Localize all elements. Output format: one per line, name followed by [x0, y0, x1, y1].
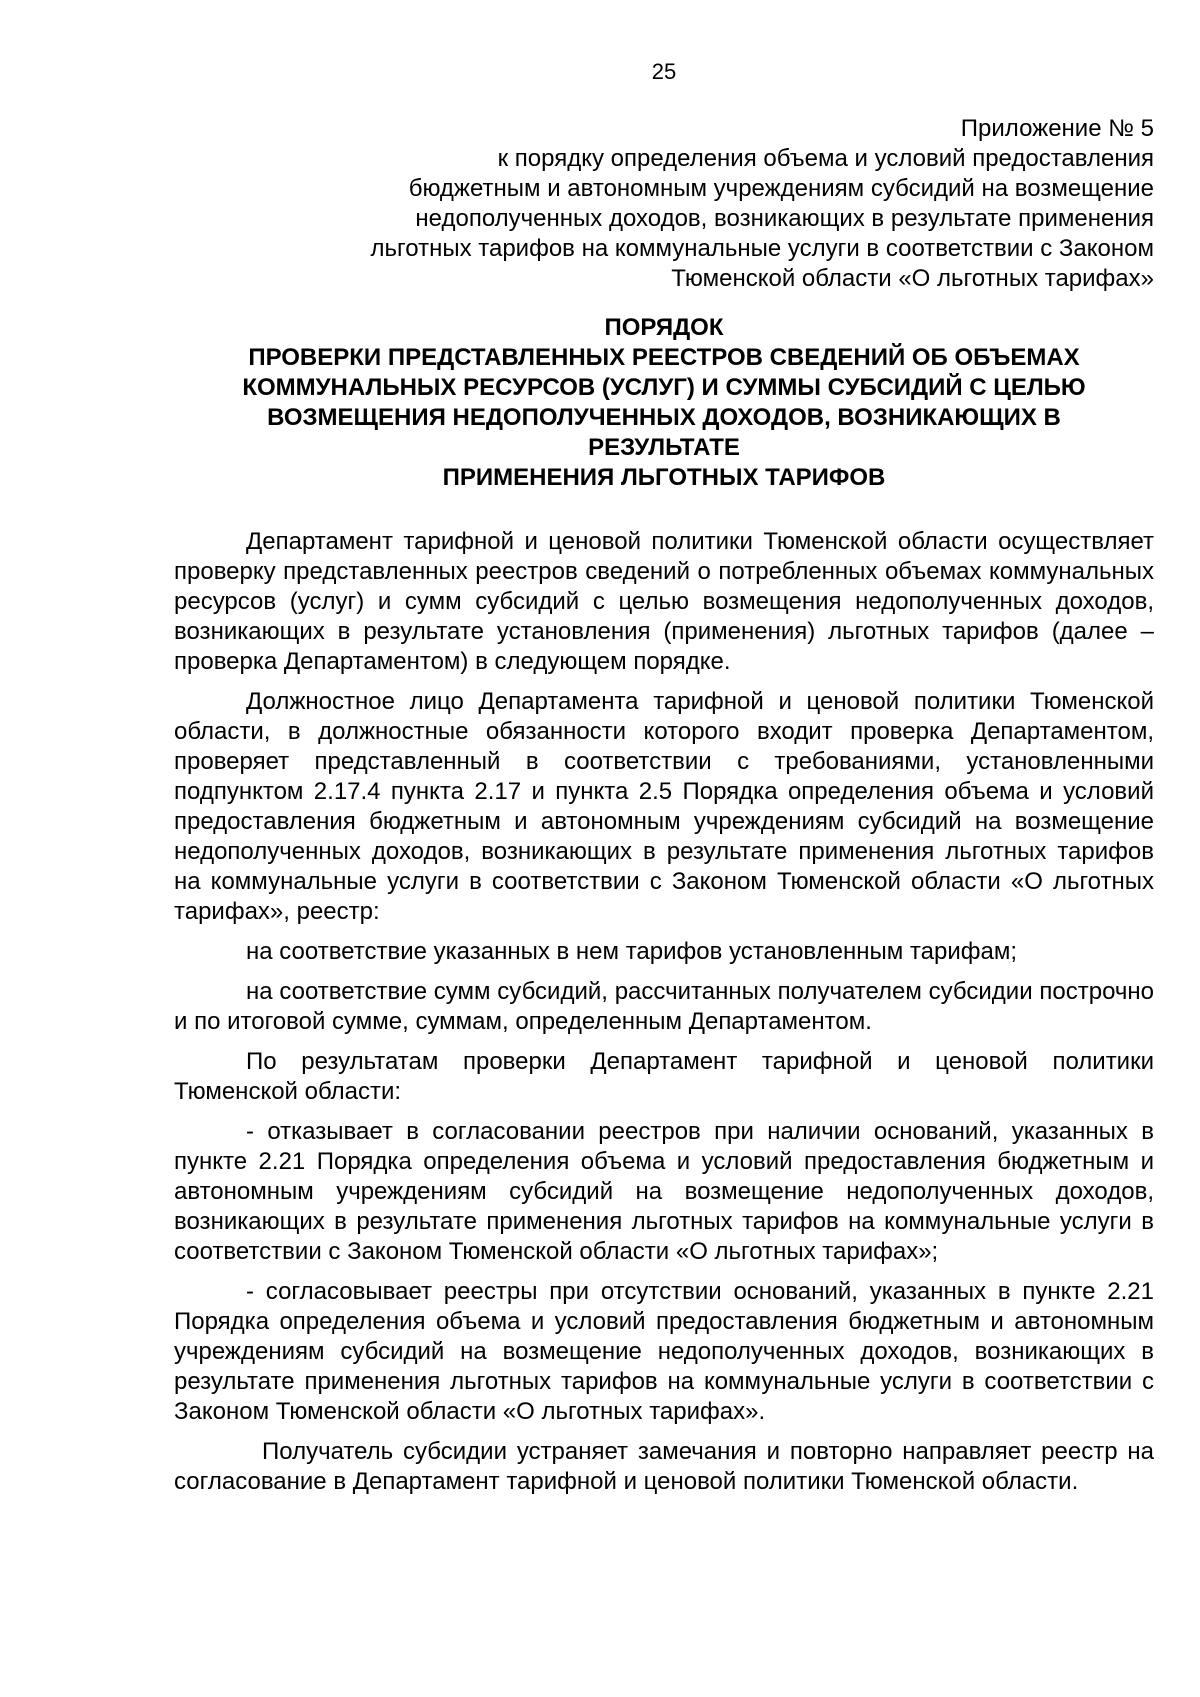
paragraph-check-tariffs: на соответствие указанных в нем тарифов установленным тарифам;: [246, 938, 1017, 965]
title-line: ПРОВЕРКИ ПРЕДСТАВЛЕННЫХ РЕЕСТРОВ СВЕДЕНИЙ ОБ ОБЪЕМАХ: [248, 344, 1080, 371]
document-title: [174, 313, 1154, 493]
paragraph-results: По результатам проверки Департамент тарифной и ценовой политики Тюменской области:: [174, 1048, 1154, 1105]
title-line: ПРИМЕНЕНИЯ ЛЬГОТНЫХ ТАРИФОВ: [442, 464, 886, 491]
paragraph-resubmit: Получатель субсидии устраняет замечания и повторно направляет реестр на согласование в Департамент тарифной и ценовой политики Тюменской области.: [174, 1438, 1154, 1495]
paragraph-official-check: Должностное лицо Департамента тарифной и ценовой политики Тюменской области, в должностные обязанности которого входит проверка Департаментом, проверяет представленный в соответствии с требованиями, установленными подпунктом 2.17.4 пункта 2.17 и пункта 2.5 Порядка определения объема и условий предоставления бюджетным и автономным учреждениям субсидий на возмещение недополученных доходов, возникающих в результате применения льготных тарифов на коммунальные услуги в соответствии с Законом Тюменской области «О льготных тарифах», реестр:: [174, 688, 1154, 925]
appendix-line: Тюменской области «О льготных тарифах»: [671, 265, 1154, 292]
title-line: РЕЗУЛЬТАТЕ: [588, 434, 740, 461]
appendix-line: недополученных доходов, возникающих в результате применения: [415, 205, 1154, 232]
appendix-line: бюджетным и автономным учреждениям субсидий на возмещение: [408, 175, 1154, 202]
title-line: ПОРЯДОК: [604, 314, 724, 341]
paragraph-refuse: - отказывает в согласовании реестров при наличии оснований, указанных в пункте 2.21 Порядка определения объема и условий предоставления бюджетным и автономным учреждениям субсидий на возмещение недополученных доходов, возникающих в результате применения льготных тарифов на коммунальные услуги в соответствии с Законом Тюменской области «О льготных тарифах»;: [174, 1118, 1154, 1265]
title-line: ВОЗМЕЩЕНИЯ НЕДОПОЛУЧЕННЫХ ДОХОДОВ, ВОЗНИКАЮЩИХ В: [267, 404, 1061, 431]
appendix-line: льготных тарифов на коммунальные услуги в соответствии с Законом: [370, 235, 1154, 262]
page-number: 25: [651, 59, 677, 84]
paragraph-check-sums: на соответствие сумм субсидий, рассчитанных получателем субсидии построчно и по итоговой сумме, суммам, определенным Департаментом.: [174, 978, 1154, 1035]
appendix-line: к порядку определения объема и условий предоставления: [497, 145, 1154, 172]
paragraph-intro: Департамент тарифной и ценовой политики Тюменской области осуществляет проверку представленных реестров сведений о потребленных объемах коммунальных ресурсов (услуг) и сумм субсидий с целью возмещения недополученных доходов, возникающих в результате установления (применения) льготных тарифов (далее – проверка Департаментом) в следующем порядке.: [174, 528, 1154, 675]
title-line: КОММУНАЛЬНЫХ РЕСУРСОВ (УСЛУГ) И СУММЫ СУБСИДИЙ С ЦЕЛЬЮ: [242, 374, 1086, 401]
document-body: [174, 527, 1154, 1507]
appendix-header: [234, 114, 1154, 294]
appendix-line: Приложение № 5: [960, 115, 1154, 142]
paragraph-approve: - согласовывает реестры при отсутствии оснований, указанных в пункте 2.21 Порядка определения объема и условий предоставления бюджетным и автономным учреждениям субсидий на возмещение недополученных доходов, возникающих в результате применения льготных тарифов на коммунальные услуги в соответствии с Законом Тюменской области «О льготных тарифах».: [174, 1278, 1154, 1425]
